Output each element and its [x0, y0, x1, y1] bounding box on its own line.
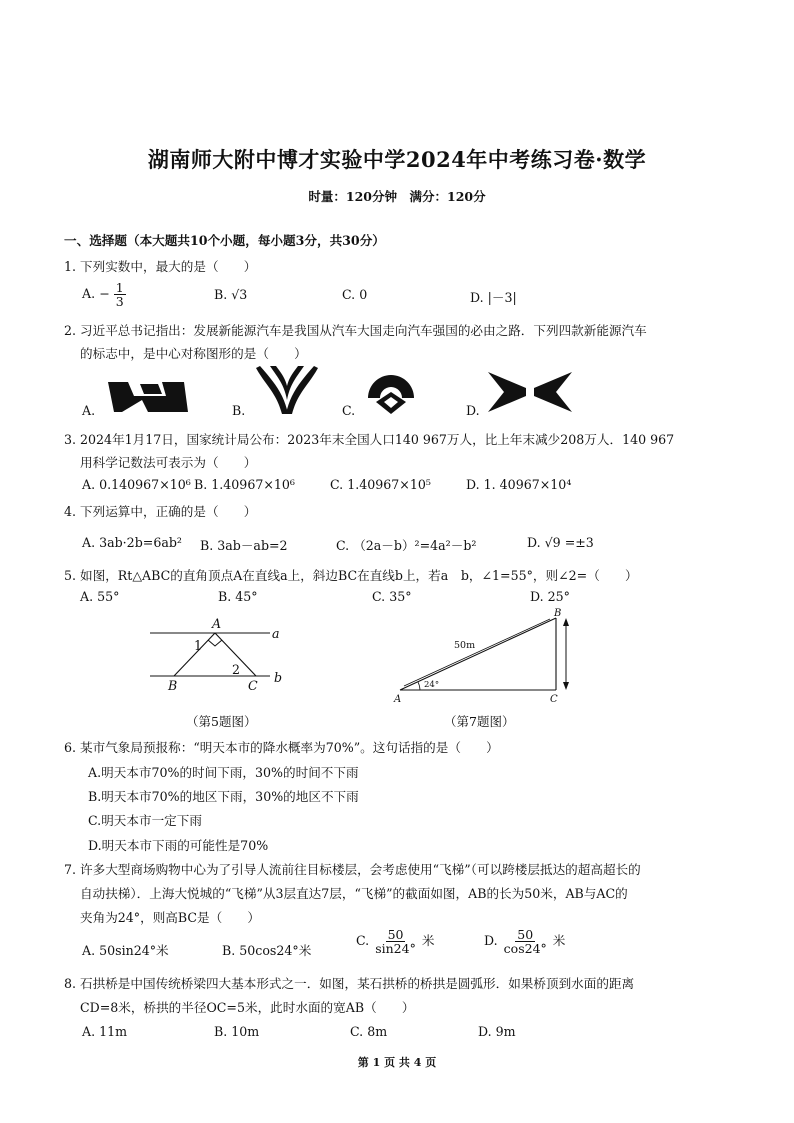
question-7-stem-line2: 自动扶梯）．上海大悦城的“飞梯”从3层直达7层，“飞梯”的截面如图，AB的长为50米，AB与AC的: [80, 886, 628, 901]
question-8-option-a: A. 11m: [82, 1024, 128, 1039]
question-3-option-c: C. 1.40967×10⁵: [330, 477, 431, 492]
exam-time-score: 时量：120分钟 满分：120分: [308, 189, 486, 204]
fraction: [502, 928, 549, 955]
fig7-angle-label: 24°: [424, 680, 440, 690]
question-5-option-c: C. 35°: [372, 589, 412, 604]
question-8-option-c: C. 8m: [350, 1024, 388, 1039]
question-3-option-b: B. 1.40967×10⁶: [194, 477, 295, 492]
question-7-option-d: [484, 928, 565, 955]
question-2-option-d: D.: [466, 403, 480, 418]
fig5-label-angle-1: 1: [194, 638, 203, 653]
fig7-label-c-point: C: [550, 694, 558, 705]
question-8-stem-line1: 8. 石拱桥是中国传统桥梁四大基本形式之一．如图，某石拱桥的桥拱是圆弧形．如果桥顶到水面的距离: [64, 976, 635, 991]
car-logo-b-icon: [254, 364, 320, 416]
question-8-option-b: B. 10m: [214, 1024, 260, 1039]
question-5-option-d: D. 25°: [530, 589, 570, 604]
fraction-numerator: 50: [517, 927, 534, 942]
question-5-stem: 5. 如图，Rt△ABC的直角顶点A在直线a上，斜边BC在直线b上，若a b，∠1=55°，则∠2=（ ）: [64, 568, 638, 583]
question-5-option-b: B. 45°: [218, 589, 258, 604]
car-logo-d-icon: [488, 370, 572, 414]
question-2-option-b: B.: [232, 403, 246, 418]
fraction-numerator: 50: [387, 927, 404, 942]
question-6-option-c: C.明天本市一定下雨: [88, 813, 202, 828]
car-logo-c-icon: [364, 368, 418, 418]
fig5-label-a-point: A: [212, 616, 222, 631]
figure-7-caption: （第7题图）: [444, 714, 515, 729]
question-7-option-a: A. 50sin24°米: [82, 943, 169, 958]
page-title: 湖南师大附中博才实验中学2024年中考练习卷·数学: [147, 147, 647, 172]
fraction-denominator: cos24°: [503, 941, 547, 957]
unit: 米: [552, 933, 566, 949]
question-4-option-d: D. √9 =±3: [527, 535, 594, 550]
figure-5: [140, 616, 300, 699]
question-2-stem-line1: 2. 习近平总书记指出：发展新能源汽车是我国从汽车大国走向汽车强国的必由之路．下列四款新能源汽车: [64, 323, 647, 338]
question-6-stem: 6. 某市气象局预报称：“明天本市的降水概率为70%”。这句话指的是（ ）: [64, 740, 499, 755]
question-1-option-b: B. √3: [214, 287, 248, 302]
fig5-label-line-b: b: [274, 670, 283, 685]
question-4-option-b: B. 3ab－ab=2: [200, 538, 288, 553]
question-3-option-d: D. 1. 40967×10⁴: [466, 477, 572, 492]
fig7-label-a-point: A: [394, 694, 402, 705]
question-1-option-a: [82, 281, 126, 308]
question-6-option-b: B.明天本市70%的地区下雨，30%的地区不下雨: [88, 789, 359, 804]
fraction-denominator: 3: [115, 294, 124, 310]
unit: 米: [421, 933, 435, 949]
section-heading: 一、选择题（本大题共10个小题，每小题3分，共30分）: [64, 233, 385, 248]
fraction: [114, 281, 126, 308]
page-number: 第 1 页 共 4 页: [357, 1056, 437, 1069]
question-6-option-a: A.明天本市70%的时间下雨，30%的时间不下雨: [88, 765, 359, 780]
option-d-label: D.: [484, 933, 498, 949]
question-1-stem: 1. 下列实数中，最大的是（ ）: [64, 259, 257, 274]
question-3-stem-line2: 用科学记数法可表示为（ ）: [80, 455, 257, 470]
question-6-option-d: D.明天本市下雨的可能性是70%: [88, 838, 269, 853]
question-8-option-d: D. 9m: [478, 1024, 516, 1039]
question-1-option-d: D. |－3|: [470, 290, 517, 305]
question-8-stem-line2: CD=8米，桥拱的半径OC=5米，此时水面的宽AB（ ）: [80, 1000, 415, 1015]
fig5-label-angle-2: 2: [232, 662, 241, 677]
question-2-option-c: C.: [342, 403, 356, 418]
figure-5-caption: （第5题图）: [186, 714, 257, 729]
fraction: [373, 928, 418, 955]
question-7-option-c: [356, 928, 434, 955]
question-3-option-a: A. 0.140967×10⁶: [82, 477, 191, 492]
fig7-label-b-point: B: [554, 608, 562, 619]
fig7-length-label: 50m: [454, 640, 476, 651]
question-2-stem-line2: 的标志中，是中心对称图形的是（ ）: [80, 346, 307, 361]
fraction-numerator: 1: [115, 280, 124, 295]
option-c-label: C.: [356, 933, 370, 949]
question-5-option-a: A. 55°: [80, 589, 120, 604]
fig5-label-line-a: a: [272, 626, 280, 641]
fig5-label-c-point: C: [248, 678, 258, 693]
fig5-label-b-point: B: [168, 678, 178, 693]
minus-sign: −: [99, 286, 110, 302]
question-7-option-b: B. 50cos24°米: [222, 943, 312, 958]
fraction-denominator: sin24°: [375, 941, 416, 957]
figure-7: [390, 610, 580, 708]
question-1-option-c: C. 0: [342, 287, 368, 302]
question-2-option-a: A.: [82, 403, 96, 418]
question-4-option-c: C. （2a－b）²=4a²－b²: [336, 538, 477, 553]
question-7-stem-line3: 夹角为24°，则高BC是（ ）: [80, 910, 260, 925]
question-3-stem-line1: 3. 2024年1月17日，国家统计局公布：2023年末全国人口140 967万人，比上年末减少208万人．140 967: [64, 432, 675, 447]
question-4-option-a: A. 3ab·2b=6ab²: [82, 535, 182, 550]
car-logo-a-icon: [104, 378, 188, 416]
question-7-stem-line1: 7. 许多大型商场购物中心为了引导人流前往目标楼层，会考虑使用“飞梯”（可以跨楼层抵达的超高超长的: [64, 862, 641, 877]
option-a-label: A.: [82, 286, 96, 302]
question-4-stem: 4. 下列运算中，正确的是（ ）: [64, 504, 257, 519]
